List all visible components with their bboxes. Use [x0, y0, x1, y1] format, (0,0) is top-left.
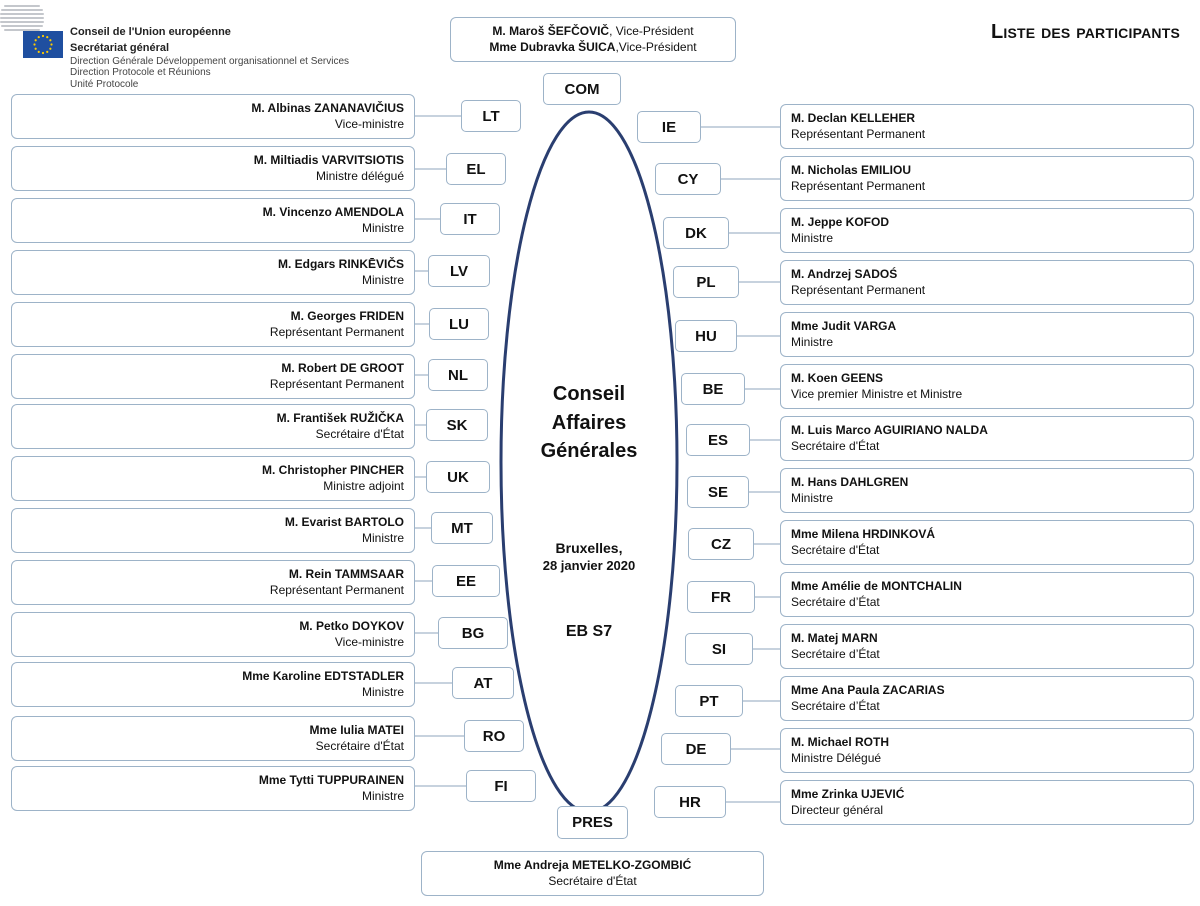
participant-title: Secrétaire d'État [791, 542, 880, 557]
participant-box [780, 156, 1194, 201]
participant-box [11, 456, 415, 501]
meeting-place: Bruxelles, [555, 539, 623, 556]
participant-box [780, 624, 1194, 669]
commission-member [459, 24, 727, 40]
participant-name: Mme Tytti TUPPURAINEN [258, 773, 404, 787]
participant-name: M. Edgars RINKĒVIČS [277, 257, 404, 271]
participant-name: M. Petko DOYKOV [299, 619, 404, 633]
participant-name: Mme Iulia MATEI [309, 723, 404, 737]
participant-name: M. Matej MARN [791, 631, 878, 645]
participant-box [780, 728, 1194, 773]
flag-star-icon [38, 36, 40, 38]
country-code: PL [673, 266, 739, 298]
participant-name: M. Evarist BARTOLO [284, 515, 404, 529]
country-code: LU [429, 308, 489, 340]
participant-box [11, 662, 415, 707]
meeting-title-line: Affaires [551, 411, 627, 434]
participant-name: M. Koen GEENS [791, 371, 884, 385]
participant-title: Représentant Permanent [269, 376, 404, 391]
page-title: Liste des participants [990, 21, 1180, 43]
participant-title: Vice-ministre [334, 634, 404, 649]
participant-title: Vice-ministre [334, 116, 404, 131]
participant-box [780, 780, 1194, 825]
participant-name: Mme Amélie de MONTCHALIN [791, 579, 962, 593]
participant-title: Ministre [361, 530, 404, 545]
country-code: RO [464, 720, 524, 752]
org-unit: Unité Protocole [70, 78, 139, 90]
country-code: SE [687, 476, 749, 508]
org-directorate: Direction Protocole et Réunions [70, 67, 211, 79]
organisation-header [70, 24, 349, 90]
participant-box [780, 572, 1194, 617]
council-logo-icon [0, 5, 44, 31]
participant-name: Mme Milena HRDINKOVÁ [791, 527, 936, 541]
participant-name: M. Robert DE GROOT [281, 361, 404, 375]
participant-box [11, 560, 415, 605]
country-code: FR [687, 581, 755, 613]
meeting-info [515, 380, 663, 642]
participant-name: M. František RUŽIČKA [276, 411, 404, 425]
country-code: DK [663, 217, 729, 249]
participant-title: Ministre [361, 684, 404, 699]
participant-title: Ministre [361, 788, 404, 803]
presidency-code: PRES [557, 806, 628, 839]
country-code: IE [637, 111, 701, 143]
participant-box [780, 416, 1194, 461]
country-code: EE [432, 565, 500, 597]
flag-star-icon [38, 51, 40, 53]
participant-box [780, 260, 1194, 305]
participant-name: M. Nicholas EMILIOU [791, 163, 912, 177]
commission-member-separator: , [609, 24, 616, 38]
participant-title: Secrétaire d'État [315, 738, 404, 753]
commission-member-role: Vice-Président [618, 39, 697, 54]
participant-title: Ministre [791, 490, 834, 505]
participant-box [11, 766, 415, 811]
participant-name: M. Miltiadis VARVITSIOTIS [253, 153, 404, 167]
participant-box [11, 94, 415, 139]
flag-star-icon [50, 43, 52, 45]
commission-member-role: Vice-Président [615, 24, 694, 38]
participant-box [780, 468, 1194, 513]
presidency-box [421, 851, 764, 896]
flag-star-icon [46, 51, 48, 53]
country-code: PT [675, 685, 743, 717]
country-code: IT [440, 203, 500, 235]
country-code: FI [466, 770, 536, 802]
participant-box [11, 508, 415, 553]
country-code: EL [446, 153, 506, 185]
participant-title: Représentant Permanent [791, 178, 926, 193]
flag-star-icon [33, 43, 35, 45]
org-name: Conseil de l'Union européenne [70, 26, 231, 38]
country-code: SI [685, 633, 753, 665]
flag-star-icon [49, 48, 51, 50]
participant-title: Secrétaire d'État [791, 438, 880, 453]
flag-star-icon [49, 39, 51, 41]
country-code: BG [438, 617, 508, 649]
country-code: BE [681, 373, 745, 405]
participant-box [780, 520, 1194, 565]
flag-star-icon [35, 39, 37, 41]
country-code: DE [661, 733, 731, 765]
participant-box [11, 146, 415, 191]
participant-name: M. Andrzej SADOŚ [791, 267, 898, 281]
participant-title: Représentant Permanent [269, 324, 404, 339]
participant-name: M. Jeppe KOFOD [791, 215, 890, 229]
participant-name: M. Luis Marco AGUIRIANO NALDA [791, 423, 988, 437]
participant-box [780, 312, 1194, 357]
participant-name: M. Vincenzo AMENDOLA [262, 205, 404, 219]
participant-name: Mme Karoline EDTSTADLER [242, 669, 404, 683]
participant-title: Ministre [361, 220, 404, 235]
country-code: CY [655, 163, 721, 195]
participant-box [11, 612, 415, 657]
commission-member [459, 40, 727, 56]
commission-box [450, 17, 736, 62]
country-code: SK [426, 409, 488, 441]
commission-member-name: M. Maroš ŠEFČOVIČ [492, 24, 610, 38]
participant-box [780, 208, 1194, 253]
participant-name: M. Hans DAHLGREN [791, 475, 909, 489]
participant-title: Ministre Délégué [791, 750, 882, 765]
participant-title: Secrétaire d'État [315, 426, 404, 441]
participant-title: Ministre adjoint [323, 478, 404, 493]
participant-box [11, 716, 415, 761]
participant-name: Mme Judit VARGA [791, 319, 897, 333]
country-code: LV [428, 255, 490, 287]
participant-title: Ministre délégué [315, 168, 404, 183]
participant-box [11, 250, 415, 295]
participant-name: Mme Zrinka UJEVIĆ [791, 787, 905, 801]
participant-box [11, 198, 415, 243]
eu-flag-icon [23, 31, 63, 58]
meeting-date: 28 janvier 2020 [542, 557, 636, 573]
country-code: LT [461, 100, 521, 132]
participant-title: Secrétaire d’État [791, 698, 880, 713]
participant-box [780, 364, 1194, 409]
participant-box [11, 404, 415, 449]
participant-title: Directeur général [791, 802, 884, 817]
country-code: UK [426, 461, 490, 493]
participant-title: Ministre [791, 334, 834, 349]
meeting-title-line: Générales [540, 440, 638, 462]
commission-member-separator: , [615, 39, 619, 54]
participant-title: Représentant Permanent [791, 282, 926, 297]
participant-name: M. Rein TAMMSAAR [288, 567, 404, 581]
meeting-room: EB S7 [565, 622, 613, 640]
participant-title: Ministre [791, 230, 834, 245]
flag-star-icon [42, 35, 44, 37]
participant-name: Mme Ana Paula ZACARIAS [791, 683, 945, 697]
country-code: ES [686, 424, 750, 456]
participant-title: Secrétaire d’État [791, 646, 880, 661]
participant-title: Secrétaire d’État [791, 594, 880, 609]
meeting-title-line: Conseil [552, 383, 626, 405]
country-code: HR [654, 786, 726, 818]
flag-star-icon [46, 36, 48, 38]
country-code: MT [431, 512, 493, 544]
participant-title: Vice premier Ministre et Ministre [791, 386, 963, 401]
participant-box [780, 104, 1194, 149]
flag-star-icon [42, 52, 44, 54]
participant-title: Représentant Permanent [269, 582, 404, 597]
participant-name: M. Declan KELLEHER [791, 111, 916, 125]
org-secretariat: Secrétariat général [70, 42, 170, 54]
commission-code: COM [543, 73, 621, 105]
country-code: HU [675, 320, 737, 352]
participant-box [11, 354, 415, 399]
participant-name: M. Albinas ZANANAVIČIUS [251, 101, 404, 115]
country-code: AT [452, 667, 514, 699]
participant-name: M. Georges FRIDEN [290, 309, 404, 323]
participant-box [780, 676, 1194, 721]
participant-title: Ministre [361, 272, 404, 287]
participant-name: M. Christopher PINCHER [261, 463, 404, 477]
participant-box [11, 302, 415, 347]
country-code: NL [428, 359, 488, 391]
presidency-title: Secrétaire d'État [548, 873, 637, 888]
participant-title: Représentant Permanent [791, 126, 926, 141]
commission-member-name: Mme Dubravka ŠUICA [489, 39, 616, 54]
participant-name: M. Michael ROTH [791, 735, 890, 749]
country-code: CZ [688, 528, 754, 560]
org-directorate-general: Direction Générale Développement organisationnel et Services [70, 56, 350, 67]
presidency-name: Mme Andreja METELKO-ZGOMBIĆ [493, 858, 692, 872]
flag-star-icon [35, 48, 37, 50]
